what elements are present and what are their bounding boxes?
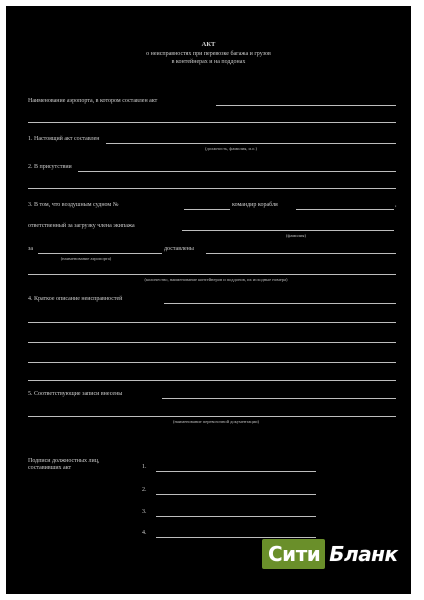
logo-part-2: Бланк: [329, 542, 398, 566]
signers-label: Подписи должностных лиц,: [28, 458, 100, 464]
item5-field-line-2: [28, 416, 396, 417]
item3-label: 3. В том, что воздушным судном №: [28, 202, 119, 208]
document-sheet: [6, 6, 411, 594]
loader-label: ответственный за загрузку члена экипажа: [28, 223, 135, 229]
item2-field-line-2: [28, 188, 396, 189]
item5-field-line: [162, 398, 396, 399]
airport-field-line: [216, 105, 396, 106]
document-subtitle-2: в контейнерах и на поддонах: [171, 59, 246, 65]
item4-field-line-2: [28, 322, 396, 323]
document-subtitle: о неисправностях при перевозке багажа и грузов: [146, 51, 271, 57]
citiblank-logo: [262, 536, 412, 572]
signature-4-number: 4.: [142, 530, 147, 536]
flight-number-line: [184, 209, 230, 210]
logo-part-1: Сити: [262, 539, 325, 569]
airport-caption: (наименование аэропорта): [60, 256, 112, 261]
item2-field-line: [78, 171, 396, 172]
signature-2-number: 2.: [142, 487, 147, 493]
quantity-caption: (количество, наименование контейнеров и поддонов, их исходные номера): [144, 277, 288, 282]
loader-caption: (фамилия): [286, 233, 306, 238]
item1-caption: (должность, фамилия, и.о.): [205, 146, 257, 151]
from-airport-line: [38, 253, 162, 254]
quantity-field-line: [28, 274, 396, 275]
signature-3-number: 3.: [142, 509, 147, 515]
item2-label: 2. В присутствии: [28, 164, 72, 170]
item4-field-line-4: [28, 362, 396, 363]
loader-field-line: [182, 230, 394, 231]
signature-3-line: [156, 516, 316, 517]
delivered-field-line: [206, 253, 396, 254]
comma: ,: [395, 202, 397, 208]
signature-2-line: [156, 494, 316, 495]
item5-label: 5. Соответствующие записи внесены: [28, 391, 123, 397]
item4-field-line-5: [28, 380, 396, 381]
item4-field-line: [164, 303, 396, 304]
signature-1-number: 1.: [142, 464, 147, 470]
item4-label: 4. Краткое описание неисправностей: [28, 296, 123, 302]
from-label: за: [28, 246, 34, 252]
signature-1-line: [156, 471, 316, 472]
item1-field-line: [106, 143, 396, 144]
document-title: АКТ: [201, 41, 216, 48]
item1-label: 1. Настоящий акт составлен: [28, 136, 100, 142]
item4-field-line-3: [28, 342, 396, 343]
delivered-label: доставлены: [164, 246, 194, 252]
captain-label: командир корабля: [232, 202, 278, 208]
airport-label: Наименование аэропорта, в котором составлен акт: [28, 98, 158, 104]
airport-field-line-2: [28, 122, 396, 123]
item5-caption: (наименование перевозочной документации): [172, 419, 259, 424]
signers-label-2: составивших акт: [28, 465, 72, 471]
captain-field-line: [296, 209, 394, 210]
